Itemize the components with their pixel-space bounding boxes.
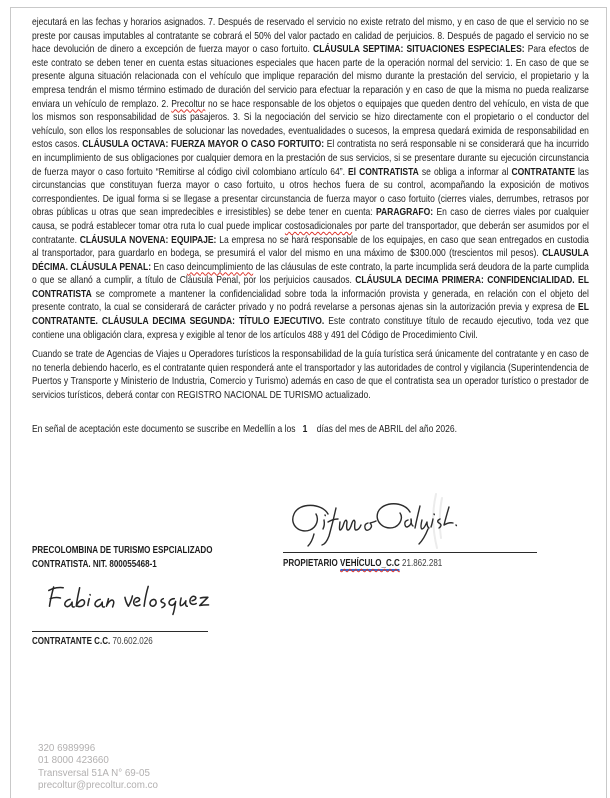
text-run: CLAUSULA DÉCIMA. CLÁUSULA PENAL: xyxy=(32,248,589,273)
text-run: CLÁUSULA SEPTIMA: SITUACIONES ESPECIALES: xyxy=(313,44,528,56)
text-run: CLÁUSULA DECIMA PRIMERA: CONFIDENCIALIDAD. EL CONTRATISTA xyxy=(32,275,589,300)
text-run: PARAGRAFO: xyxy=(375,207,434,219)
text-run: En señal de aceptación este documento se suscribe en Medellín a los xyxy=(32,423,303,435)
misspelled-word: deincumplimiento xyxy=(186,261,254,273)
propietario-label: PROPIETARIO xyxy=(283,558,340,569)
text-run: El CONTRATISTA xyxy=(348,166,419,178)
text-run: En caso xyxy=(153,261,187,273)
clauses-paragraph xyxy=(32,16,589,342)
text-run: CLÁUSULA OCTAVA: FUERZA MAYOR O CASO FORTUITO: xyxy=(82,139,327,151)
footer-phone-tollfree: 01 8000 423660 xyxy=(38,755,109,767)
text-run: por parte del transportador, que deberán ser asumidos por el contratante. xyxy=(32,220,589,246)
text-run: El contratista no será responsable ni se considerará que ha incurrido en incumplimiento de sus obligaciones por cualquier demora en la prestación de sus servicios, si se presentare durante su ejecución circunstancia de fuerza mayor o caso fortuito “Remitirse al código civil colombiano artículo 64”. xyxy=(32,139,589,178)
footer-contact-block xyxy=(38,743,158,793)
contratante-signature-line xyxy=(32,631,208,632)
propietario-cc-number: 21.862.281 xyxy=(399,558,443,569)
text-run: Para efectos de este contrato se deben tener en cuenta estas situaciones especiales que hacen parte de la operación normal del servicio: 1. En caso de que se presente alguna situación relacionada con el vehículo que implique reparación del mismo durante la prestación del servicio, el propietario y la empresa tendrán el mismo término estimado de duración del servicio para efectuar la reparación y en caso de que la misma no pueda realizarse enviara un vehículo de remplazo. 2. xyxy=(32,44,589,110)
text-run: La empresa no se hará responsable de los equipajes, en caso que sean entregados en custodia al transportador, para guardarlo en bodega, se presumirá el valor del mismo en una máximo de $300.000 (trescientos mil pesos). xyxy=(32,234,589,260)
propietario-label-row xyxy=(283,557,442,571)
text-run: se obliga a informar al xyxy=(418,166,512,178)
propietario-signature-line xyxy=(283,552,537,553)
acceptance-line xyxy=(32,423,589,437)
text-run: CONTRATANTE xyxy=(511,166,575,178)
text-run: de las cláusulas de este contrato, la parte incumplida será deudora de la parte cumplida o que se allanó a cumplir, a título de Cláusula Penal, por los perjuicios causados. xyxy=(32,261,589,287)
vehiculo-cc-link[interactable]: VEHÍCULO_C.C xyxy=(339,558,400,569)
footer-phone-mobile: 320 6989996 xyxy=(38,743,96,754)
contractor-company-block xyxy=(32,544,212,571)
text-run: ejecutará en las fechas y horarios asignados. 7. Después de reservado el servicio no existe retrato del mismo, y en caso de que el servicio no se preste por causas imputables al contratante se cobrará el 50% del valor pactado en calidad de perjuicios. 8. Después de pagado el servicio no se hace devolución de dinero a excepción de fuerza mayor o caso fortuito. xyxy=(32,17,589,56)
footer-address: Transversal 51A N° 69-05 xyxy=(38,767,150,779)
page-content xyxy=(32,16,589,436)
text-run: se compromete a mantener la confidencialidad sobre toda la información provista y generada, en relación con el objeto del presente contrato, la cual se considerará de carácter privado y no podrá revelarse a personas ajenas sin la autorización previa y expresa de xyxy=(32,288,589,314)
text-run: las circunstancias que constituyan fuerza mayor o caso fortuito, u otros hechos fuera de su control, acompañando la exposición de motivos correspondientes. De igual forma si se llegase a presentar circunstancia de fuerza mayor o caso fortuito (cierres viales, derrumbes, retrasos por obras públicas u otras que sean impredecibles e irresistibles) se debe tener en cuenta: xyxy=(32,166,589,219)
footer-email: precoltur@precoltur.com.co xyxy=(38,780,158,792)
text-run: Este contrato constituye título de recaudo ejecutivo, toda vez que contiene una obligación clara, expresa y exigible al tenor de los artículos 488 y 491 del Código de Procedimiento Civil. xyxy=(32,316,589,341)
agencies-liability-paragraph xyxy=(32,348,589,402)
contratante-signature-handwriting xyxy=(44,580,212,616)
text-run: EL CONTRATANTE. CLÁUSULA DECIMA SEGUNDA: TÍTULO EJECUTIVO. xyxy=(32,302,589,328)
contractor-company-name: PRECOLOMBINA DE TURISMO ESPCIALIZADO xyxy=(32,545,213,556)
text-run: no se hace responsable de los objetos o equipajes que queden dentro del vehículo, en vista de que los mismos son responsabilidad de sus pasajeros. 3. Si la negociación del servicio se hizo directamente con el propietario o el conductor del vehículo, son ellos los responsables de solucionar las novedades, eventualidades o sucesos, la empresa quedará eximida de responsabilidad en estos casos. xyxy=(32,98,589,151)
text-run: días del mes de ABRIL del año 2026. xyxy=(307,423,457,435)
misspelled-word: Precoltur xyxy=(171,98,206,110)
contratante-cc-number: 70.602.026 xyxy=(110,636,153,647)
contratante-label-row xyxy=(32,635,153,649)
misspelled-word: costosadicionales xyxy=(284,220,353,232)
text-run: 1 xyxy=(302,423,308,435)
contratante-label: CONTRATANTE C.C. xyxy=(32,636,111,647)
propietario-signature-handwriting xyxy=(286,492,458,554)
text-run: Cuando se trate de Agencias de Viajes u Operadores turísticos la responsabilidad de la guía turística será únicamente del contratante y en caso de no tenerla debiendo hacerlo, es el contratante quien responderá ante el transportador y las autoridades de control y vigilancia (Superintendencia de Puertos y Transporte y Ministerio de Industria, Comercio y Turismo) además en caso de que el contratista sea un operador turístico o prestador de servicios turísticos, deberá contar con REGISTRO NACIONAL DE TURISMO actualizado. xyxy=(32,349,589,402)
text-run: En caso de cierres viales por cualquier causa, se podrá establecer tomar otra ruta lo cual puede implicar xyxy=(32,207,589,232)
text-run: CLÁUSULA NOVENA: EQUIPAJE: xyxy=(79,234,220,246)
contractor-nit-line: CONTRATISTA. NIT. 800055468-1 xyxy=(32,558,157,570)
